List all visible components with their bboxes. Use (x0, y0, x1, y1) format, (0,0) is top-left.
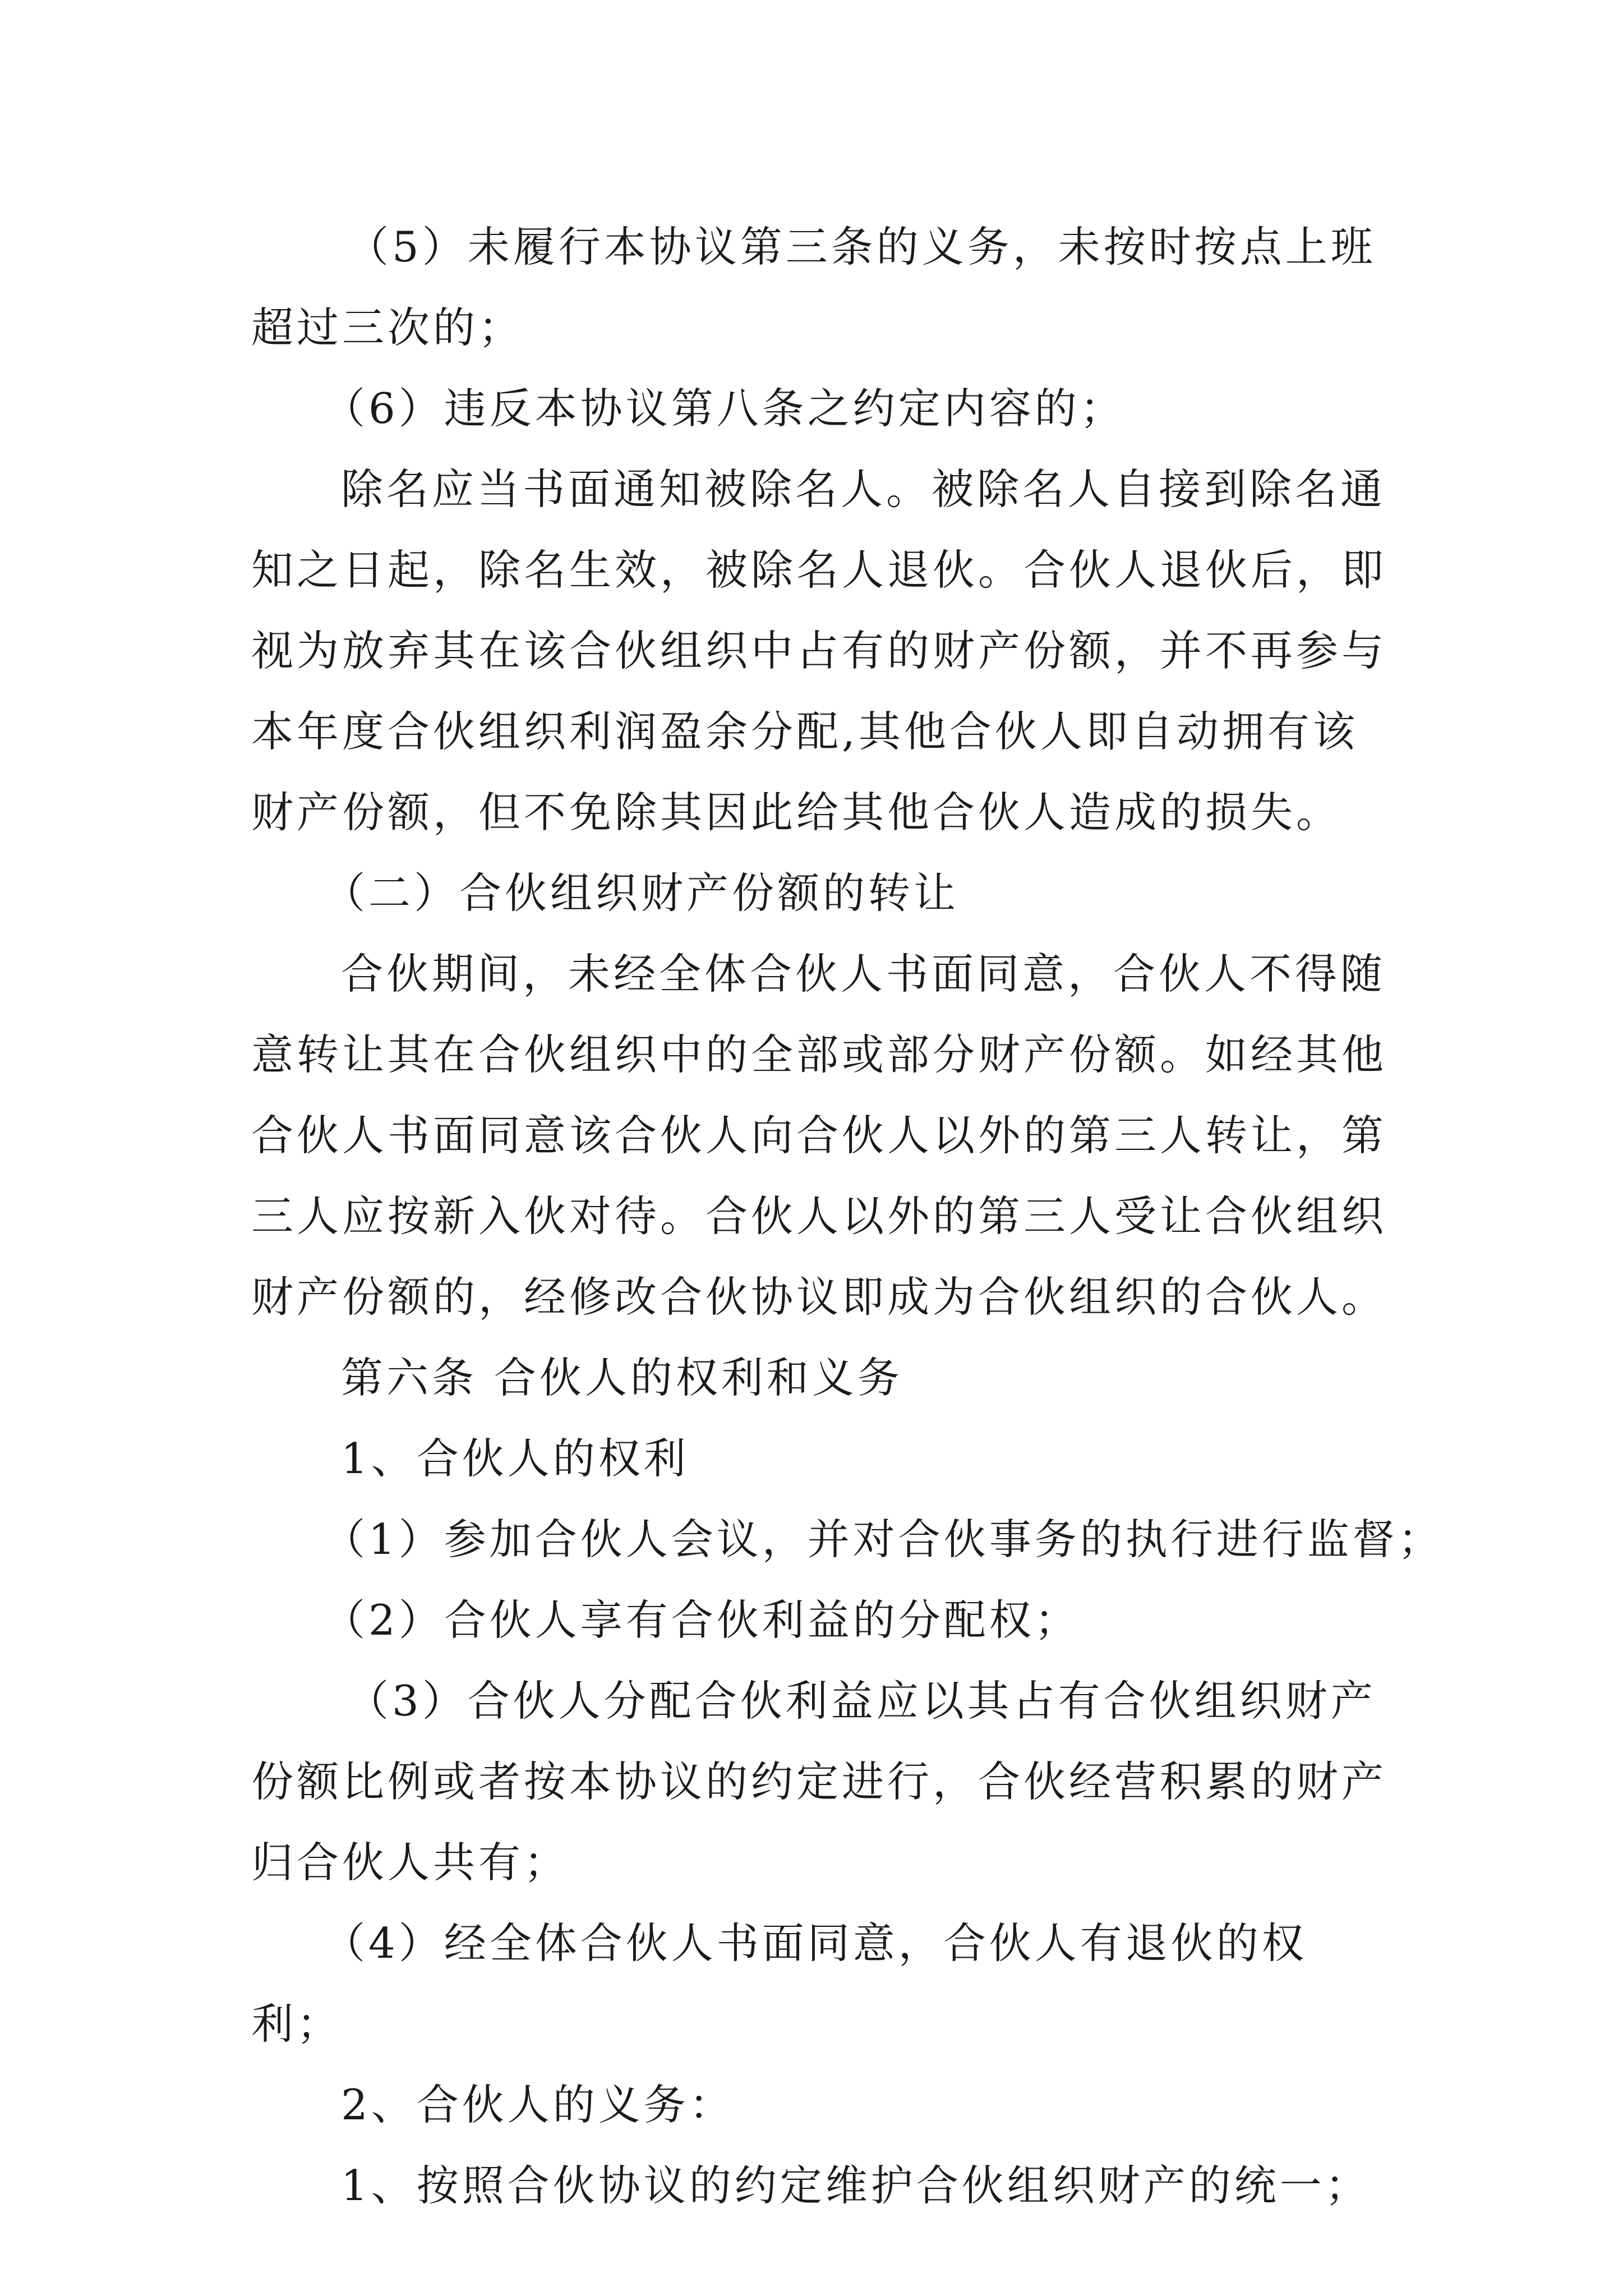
paragraph-right-4: （4）经全体合伙人书面同意，合伙人有退伙的权利； (251, 1918, 1307, 2049)
paragraph-duty-1: 1、按照合伙协议的约定维护合伙组织财产的统一； (341, 2161, 1371, 2210)
paragraph-right-1: （1）参加合伙人会议，并对合伙事务的执行进行监督； (323, 1515, 1444, 1564)
paragraph-right-2: （2）合伙人享有合伙利益的分配权； (323, 1595, 1080, 1645)
article-heading-rights-duties: 第六条 合伙人的权利和义务 (341, 1353, 903, 1402)
paragraph-clause-6: （6）违反本协议第八条之约定内容的； (323, 384, 1126, 433)
subheading-duties: 2、合伙人的义务： (341, 2080, 735, 2129)
paragraph-removal-notice: 除名应当书面通知被除名人。被除名人自接到除名通知之日起，除名生效，被除名人退伙。合伙人退伙后，即视为放弃其在该合伙组织中占有的财产份额，并不再参与本年度合伙组织利润盈余分配,其他合伙人即自动拥有该财产份额，但不免除其因此给其他合伙人造成的损失。 (251, 464, 1387, 837)
paragraph-clause-5: （5）未履行本协议第三条的义务，未按时按点上班超过三次的； (251, 222, 1376, 352)
paragraph-transfer: 合伙期间，未经全体合伙人书面同意，合伙人不得随意转让其在合伙组织中的全部或部分财产份额。如经其他合伙人书面同意该合伙人向合伙人以外的第三人转让，第三人应按新入伙对待。合伙人以外的第三人受让合伙组织财产份额的，经修改合伙协议即成为合伙组织的合伙人。 (251, 949, 1387, 1322)
document-body (251, 206, 1444, 2226)
section-heading-transfer: （二）合伙组织财产份额的转让 (323, 868, 960, 918)
paragraph-right-3: （3）合伙人分配合伙利益应以其占有合伙组织财产份额比例或者按本协议的约定进行，合伙经营积累的财产归合伙人共有； (251, 1676, 1387, 1887)
subheading-rights: 1、合伙人的权利 (341, 1434, 689, 1483)
